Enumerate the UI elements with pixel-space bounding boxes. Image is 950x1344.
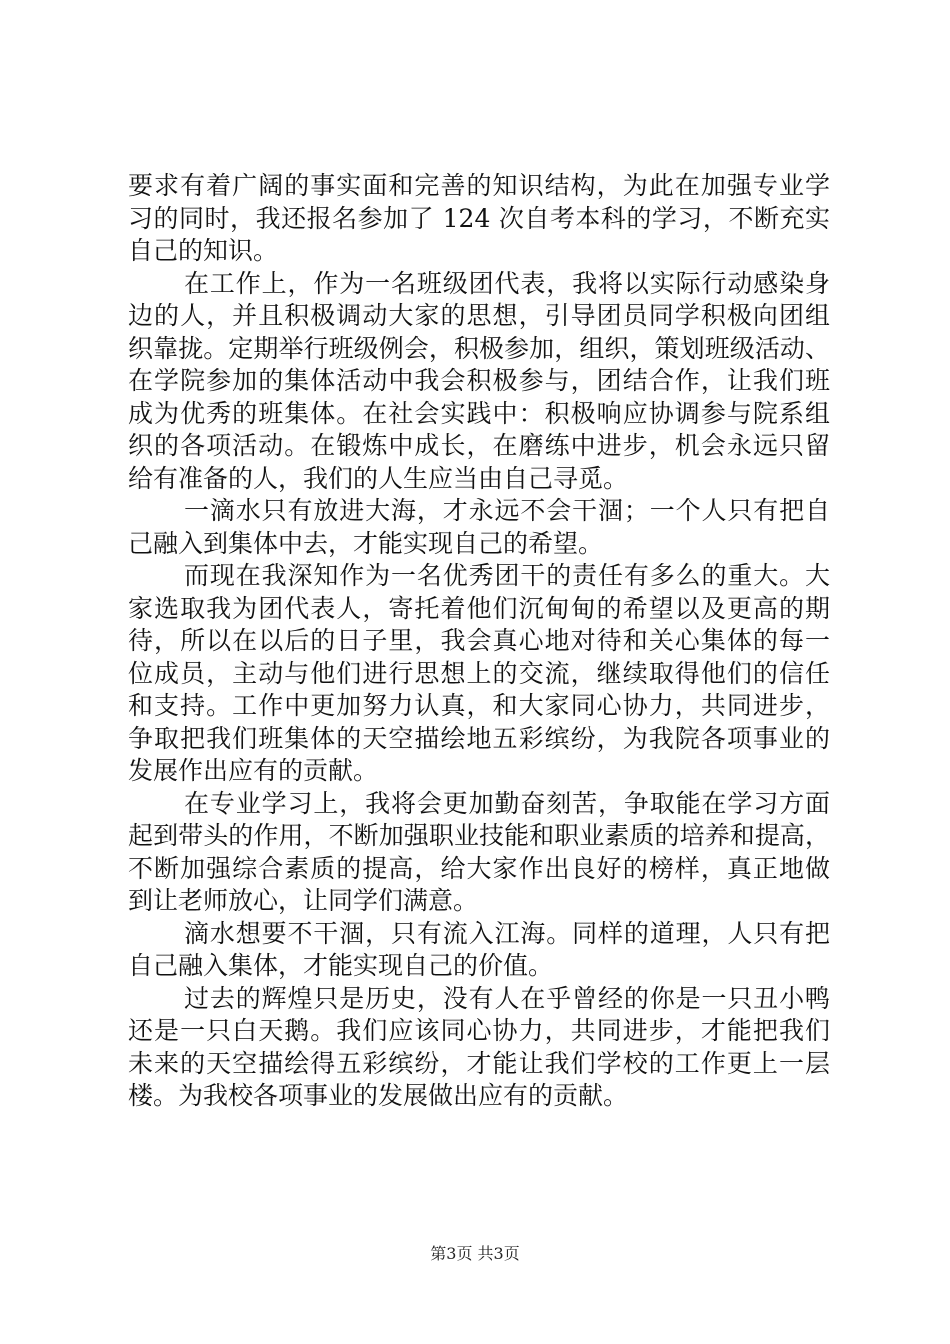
text-line: 自己的知识。 bbox=[128, 236, 279, 265]
text-line: 成为优秀的班集体。在社会实践中：积极响应协调参与院系组 bbox=[128, 398, 830, 428]
document-body bbox=[128, 170, 830, 1113]
text-line: 还是一只白天鹅。我们应该同心协力，共同进步，才能把我们 bbox=[128, 1016, 830, 1045]
text-line: 织靠拢。定期举行班级例会，积极参加，组织，策划班级活动、 bbox=[128, 333, 830, 363]
text-line: 习的同时，我还报名参加了 124 次自考本科的学习，不断充实 bbox=[128, 203, 830, 233]
text-line: 不断加强综合素质的提高，给大家作出良好的榜样，真正地做 bbox=[128, 853, 830, 883]
text-line: 起到带头的作用，不断加强职业技能和职业素质的培养和提高， bbox=[128, 821, 830, 850]
text-line: 滴水想要不干涸，只有流入江海。同样的道理，人只有把 bbox=[184, 918, 830, 948]
text-line: 织的各项活动。在锻炼中成长，在磨练中进步，机会永远只留 bbox=[128, 431, 830, 460]
text-line: 而现在我深知作为一名优秀团干的责任有多么的重大。大 bbox=[184, 561, 830, 590]
text-line: 己融入到集体中去，才能实现自己的希望。 bbox=[128, 528, 604, 558]
text-line: 在学院参加的集体活动中我会积极参与，团结合作，让我们班 bbox=[128, 366, 830, 395]
text-line: 和支持。工作中更加努力认真，和大家同心协力，共同进步， bbox=[128, 691, 830, 720]
text-line: 一滴水只有放进大海，才永远不会干涸；一个人只有把自 bbox=[184, 496, 830, 525]
text-line: 过去的辉煌只是历史，没有人在乎曾经的你是一只丑小鸭 bbox=[184, 983, 830, 1013]
text-line: 争取把我们班集体的天空描绘地五彩缤纷，为我院各项事业的 bbox=[128, 723, 830, 753]
text-line: 自己融入集体，才能实现自己的价值。 bbox=[128, 951, 554, 980]
text-line: 在工作上，作为一名班级团代表，我将以实际行动感染身 bbox=[184, 268, 830, 298]
text-line: 家选取我为团代表人，寄托着他们沉甸甸的希望以及更高的期 bbox=[128, 593, 830, 623]
text-line: 未来的天空描绘得五彩缤纷，才能让我们学校的工作更上一层 bbox=[128, 1048, 830, 1078]
text-line: 边的人，并且积极调动大家的思想，引导团员同学积极向团组 bbox=[128, 301, 830, 330]
text-line: 在专业学习上，我将会更加勤奋刻苦，争取能在学习方面 bbox=[184, 788, 830, 818]
text-line: 到让老师放心，让同学们满意。 bbox=[128, 886, 479, 915]
text-line: 待，所以在以后的日子里，我会真心地对待和关心集体的每一 bbox=[128, 626, 830, 655]
text-line: 要求有着广阔的事实面和完善的知识结构，为此在加强专业学 bbox=[128, 171, 830, 200]
page-footer: 第3页 共3页 bbox=[430, 1244, 520, 1263]
text-line: 给有准备的人，我们的人生应当由自己寻觅。 bbox=[128, 463, 629, 493]
text-line: 楼。为我校各项事业的发展做出应有的贡献。 bbox=[128, 1081, 629, 1110]
text-line: 位成员，主动与他们进行思想上的交流，继续取得他们的信任 bbox=[128, 658, 830, 688]
text-line: 发展作出应有的贡献。 bbox=[128, 756, 379, 785]
